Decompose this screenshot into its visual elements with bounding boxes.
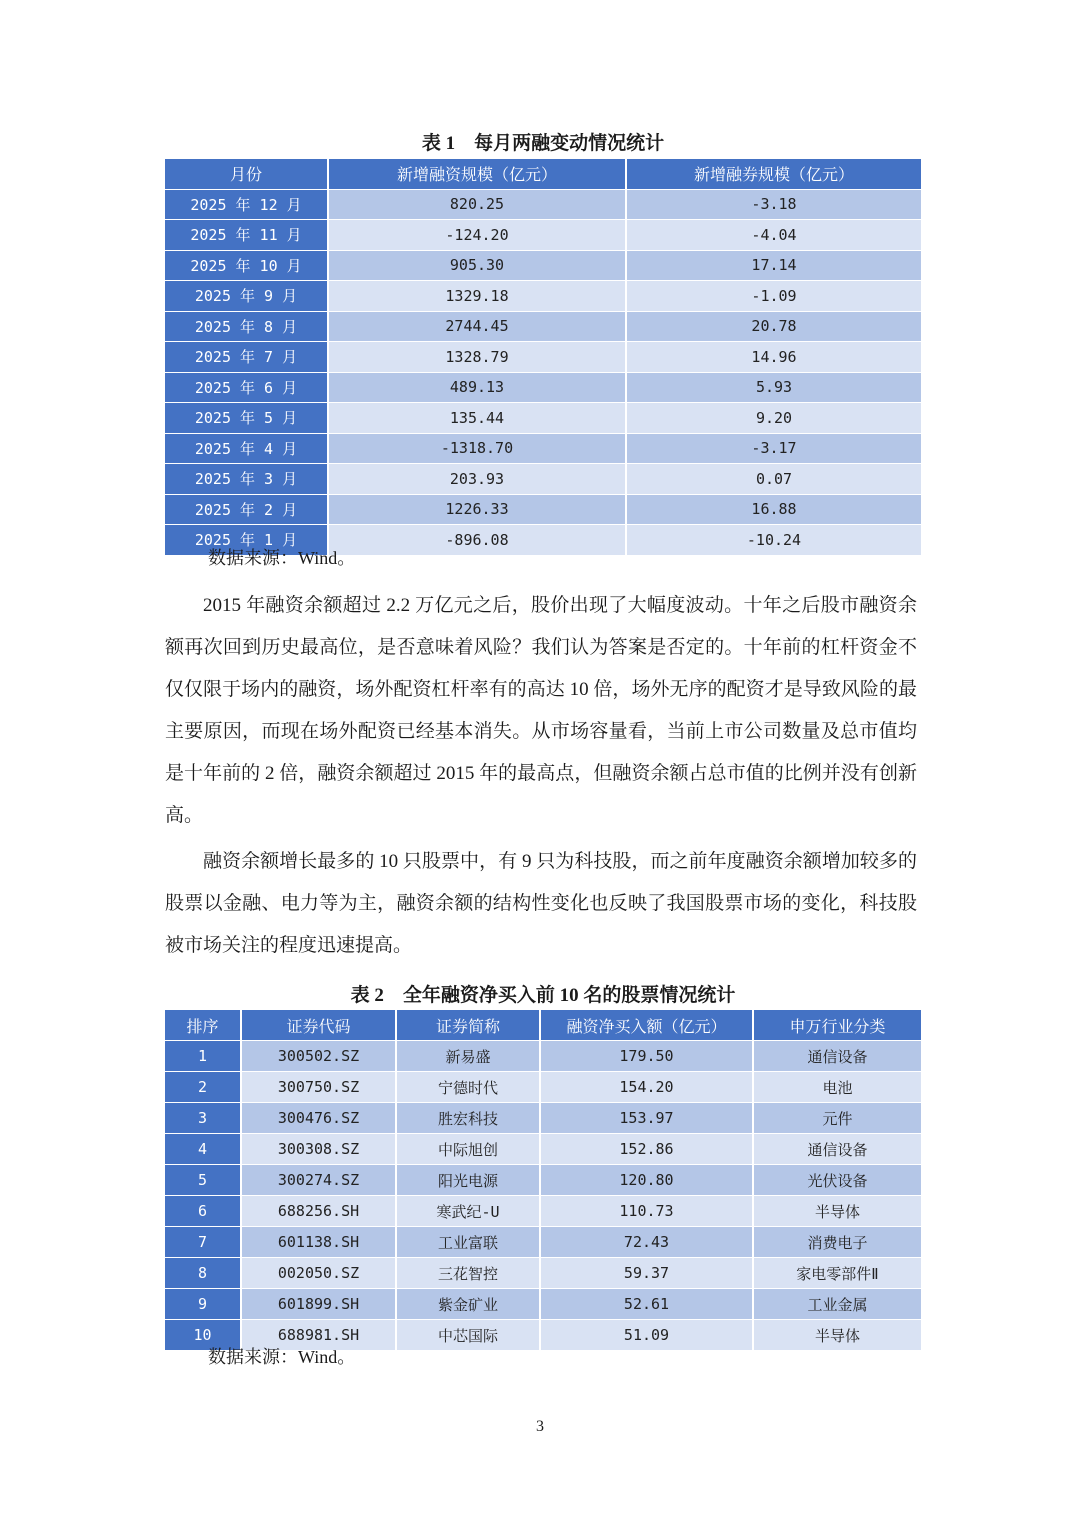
table2-cell: 002050.SZ [241, 1258, 396, 1289]
table1-cell: 489.13 [328, 372, 626, 403]
table2-cell: 4 [165, 1134, 241, 1165]
table1-header-cell: 新增融券规模（亿元） [626, 159, 921, 189]
table2-header-cell: 融资净买入额（亿元） [540, 1010, 753, 1041]
table1-header-cell: 月份 [165, 159, 328, 189]
table2-cell: 6 [165, 1196, 241, 1227]
table1-cell: -1318.70 [328, 433, 626, 464]
table-row [165, 1072, 921, 1103]
table-row [165, 1258, 921, 1289]
table2-cell: 601899.SH [241, 1289, 396, 1320]
table1-header-row [165, 159, 921, 189]
table1-cell: 17.14 [626, 250, 921, 281]
table2-header-cell: 排序 [165, 1010, 241, 1041]
table1-cell: 5.93 [626, 372, 921, 403]
table2-cell: 中际旭创 [396, 1134, 540, 1165]
table1-cell: 135.44 [328, 403, 626, 434]
table2-cell: 152.86 [540, 1134, 753, 1165]
table2-cell: 工业金属 [753, 1289, 921, 1320]
table2-cell: 工业富联 [396, 1227, 540, 1258]
table2-cell: 72.43 [540, 1227, 753, 1258]
table-row [165, 250, 921, 281]
table2-cell: 3 [165, 1103, 241, 1134]
table1-cell: 20.78 [626, 311, 921, 342]
table2-cell: 元件 [753, 1103, 921, 1134]
table2-cell: 51.09 [540, 1320, 753, 1351]
table1-cell: 2025 年 3 月 [165, 464, 328, 495]
table2-cell: 1 [165, 1041, 241, 1072]
table1-cell: 2025 年 4 月 [165, 433, 328, 464]
table2-cell: 胜宏科技 [396, 1103, 540, 1134]
table2-cell: 阳光电源 [396, 1165, 540, 1196]
monthly-margin-table [165, 159, 921, 555]
table-row [165, 1041, 921, 1072]
table-row [165, 372, 921, 403]
table1-cell: 2025 年 12 月 [165, 189, 328, 220]
table1-cell: -896.08 [328, 525, 626, 555]
table1-cell: -4.04 [626, 220, 921, 251]
table1-cell: 2025 年 5 月 [165, 403, 328, 434]
table2-header-cell: 申万行业分类 [753, 1010, 921, 1041]
table1-cell: 2025 年 8 月 [165, 311, 328, 342]
table2-cell: 110.73 [540, 1196, 753, 1227]
table2-cell: 电池 [753, 1072, 921, 1103]
table2-cell: 300476.SZ [241, 1103, 396, 1134]
table1-cell: -3.17 [626, 433, 921, 464]
table-row [165, 189, 921, 220]
table-row [165, 220, 921, 251]
table1-cell: 1329.18 [328, 281, 626, 312]
table1-cell: 203.93 [328, 464, 626, 495]
table1-cell: -3.18 [626, 189, 921, 220]
table1-cell: 2025 年 9 月 [165, 281, 328, 312]
table2-caption: 表 2 全年融资净买入前 10 名的股票情况统计 [350, 985, 736, 1006]
table2-source: 数据来源：Wind。 [208, 1347, 356, 1367]
table2-cell: 5 [165, 1165, 241, 1196]
table2-header-cell: 证券简称 [396, 1010, 540, 1041]
table2-cell: 120.80 [540, 1165, 753, 1196]
table1-header-cell: 新增融资规模（亿元） [328, 159, 626, 189]
table2-cell: 10 [165, 1320, 241, 1351]
table2-cell: 2 [165, 1072, 241, 1103]
table-row [165, 281, 921, 312]
paragraph-2: 融资余额增长最多的 10 只股票中，有 9 只为科技股，而之前年度融资余额增加较多的股票以金融、电力等为主，融资余额的结构性变化也反映了我国股票市场的变化，科技股被市场关注的程度迅速提高。 [165, 851, 917, 956]
table1-caption: 表 1 每月两融变动情况统计 [421, 133, 665, 154]
table2-cell: 新易盛 [396, 1041, 540, 1072]
table2-cell: 153.97 [540, 1103, 753, 1134]
table1-cell: 2025 年 11 月 [165, 220, 328, 251]
table2-cell: 300750.SZ [241, 1072, 396, 1103]
table2-cell: 光伏设备 [753, 1165, 921, 1196]
table-row [165, 1134, 921, 1165]
table1-cell: 2744.45 [328, 311, 626, 342]
table-row [165, 311, 921, 342]
table1-cell: 2025 年 10 月 [165, 250, 328, 281]
table1-cell: 2025 年 1 月 [165, 525, 328, 555]
table2-cell: 寒武纪-U [396, 1196, 540, 1227]
table1-cell: -1.09 [626, 281, 921, 312]
table-row [165, 1165, 921, 1196]
table2-cell: 通信设备 [753, 1041, 921, 1072]
table2-cell: 688981.SH [241, 1320, 396, 1351]
table2-cell: 300502.SZ [241, 1041, 396, 1072]
table2-cell: 紫金矿业 [396, 1289, 540, 1320]
table2-cell: 半导体 [753, 1320, 921, 1351]
paragraph-1: 2015 年融资余额超过 2.2 万亿元之后，股价出现了大幅度波动。十年之后股市融资余额再次回到历史最高位，是否意味着风险？我们认为答案是否定的。十年前的杠杆资金不仅仅限于场内的融资，场外配资杠杆率有的高达 10 倍，场外无序的配资才是导致风险的最主要原因，而现在场外配资已经基本消失。从市场容量看，当前上市公司数量及总市值均是十年前的 2 倍，融资余额超过 2015 年的最高点，但融资余额占总市值的比例并没有创新高。 [165, 595, 917, 826]
table2-cell: 8 [165, 1258, 241, 1289]
top10-stocks-table [165, 1010, 921, 1350]
table-row [165, 433, 921, 464]
table1-cell: 16.88 [626, 494, 921, 525]
table2-cell: 三花智控 [396, 1258, 540, 1289]
table2-cell: 601138.SH [241, 1227, 396, 1258]
table1-cell: 14.96 [626, 342, 921, 373]
table-row [165, 342, 921, 373]
table2-cell: 154.20 [540, 1072, 753, 1103]
table1-cell: 2025 年 7 月 [165, 342, 328, 373]
table2-cell: 300308.SZ [241, 1134, 396, 1165]
table1-cell: 1226.33 [328, 494, 626, 525]
table-row [165, 464, 921, 495]
table2-header-row [165, 1010, 921, 1041]
table2-cell: 688256.SH [241, 1196, 396, 1227]
table1-cell: 1328.79 [328, 342, 626, 373]
table2-cell: 宁德时代 [396, 1072, 540, 1103]
table-row [165, 1103, 921, 1134]
table-row [165, 1196, 921, 1227]
table2-cell: 59.37 [540, 1258, 753, 1289]
table2-cell: 半导体 [753, 1196, 921, 1227]
table-row [165, 403, 921, 434]
table-row [165, 494, 921, 525]
table1-cell: 0.07 [626, 464, 921, 495]
table1-cell: 2025 年 6 月 [165, 372, 328, 403]
table2-cell: 消费电子 [753, 1227, 921, 1258]
table1-cell: -10.24 [626, 525, 921, 555]
table1-cell: 905.30 [328, 250, 626, 281]
table2-cell: 52.61 [540, 1289, 753, 1320]
table1-source: 数据来源：Wind。 [208, 548, 356, 568]
table2-cell: 中芯国际 [396, 1320, 540, 1351]
table1-cell: 9.20 [626, 403, 921, 434]
table2-cell: 通信设备 [753, 1134, 921, 1165]
table2-header-cell: 证券代码 [241, 1010, 396, 1041]
table2-cell: 9 [165, 1289, 241, 1320]
table1-cell: 2025 年 2 月 [165, 494, 328, 525]
page-number: 3 [536, 1418, 544, 1435]
table2-cell: 7 [165, 1227, 241, 1258]
table2-cell: 家电零部件Ⅱ [753, 1258, 921, 1289]
table1-cell: -124.20 [328, 220, 626, 251]
table2-cell: 300274.SZ [241, 1165, 396, 1196]
table1-cell: 820.25 [328, 189, 626, 220]
table-row [165, 1227, 921, 1258]
table-row [165, 1289, 921, 1320]
table2-cell: 179.50 [540, 1041, 753, 1072]
